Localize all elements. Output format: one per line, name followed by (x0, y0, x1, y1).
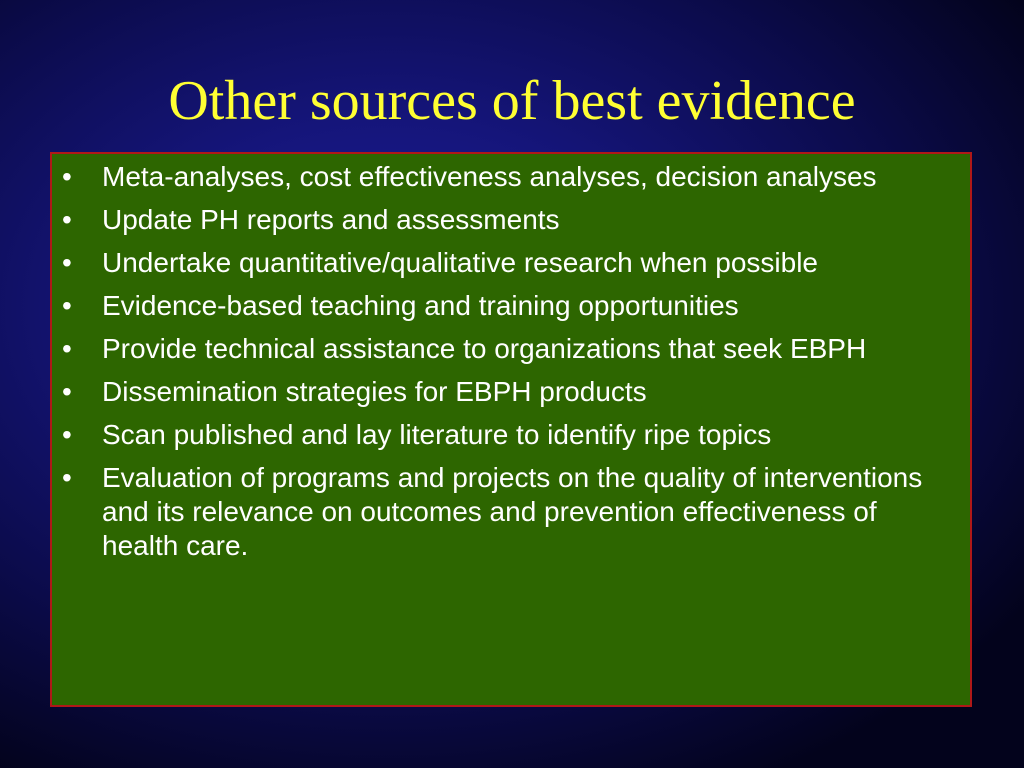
bullet-text: Provide technical assistance to organizations that seek EBPH (102, 333, 867, 364)
bullet-marker: • (62, 161, 72, 192)
bullet-text: Dissemination strategies for EBPH products (102, 376, 647, 407)
content-box (50, 152, 972, 707)
bullet-item (62, 418, 940, 452)
bullet-text: Evidence-based teaching and training opportunities (102, 290, 739, 321)
bullet-text: Update PH reports and assessments (102, 204, 560, 235)
bullet-marker: • (62, 290, 72, 321)
bullet-item (62, 289, 940, 323)
bullet-item (62, 375, 940, 409)
bullet-item (62, 246, 940, 280)
bullet-text: Evaluation of programs and projects on the quality of interventions and its relevance on outcomes and prevention effectiveness of health care. (102, 462, 923, 561)
bullet-text: Meta-analyses, cost effectiveness analyses, decision analyses (102, 161, 877, 192)
bullet-marker: • (62, 376, 72, 407)
bullet-item (62, 160, 940, 194)
bullet-text: Undertake quantitative/qualitative research when possible (102, 247, 818, 278)
bullet-item (62, 461, 940, 563)
bullet-list (62, 160, 940, 563)
slide-title: Other sources of best evidence (168, 70, 856, 132)
bullet-item (62, 332, 940, 366)
bullet-marker: • (62, 247, 72, 278)
bullet-text: Scan published and lay literature to identify ripe topics (102, 419, 772, 450)
bullet-marker: • (62, 462, 72, 493)
bullet-marker: • (62, 204, 72, 235)
bullet-marker: • (62, 333, 72, 364)
bullet-marker: • (62, 419, 72, 450)
bullet-item (62, 203, 940, 237)
